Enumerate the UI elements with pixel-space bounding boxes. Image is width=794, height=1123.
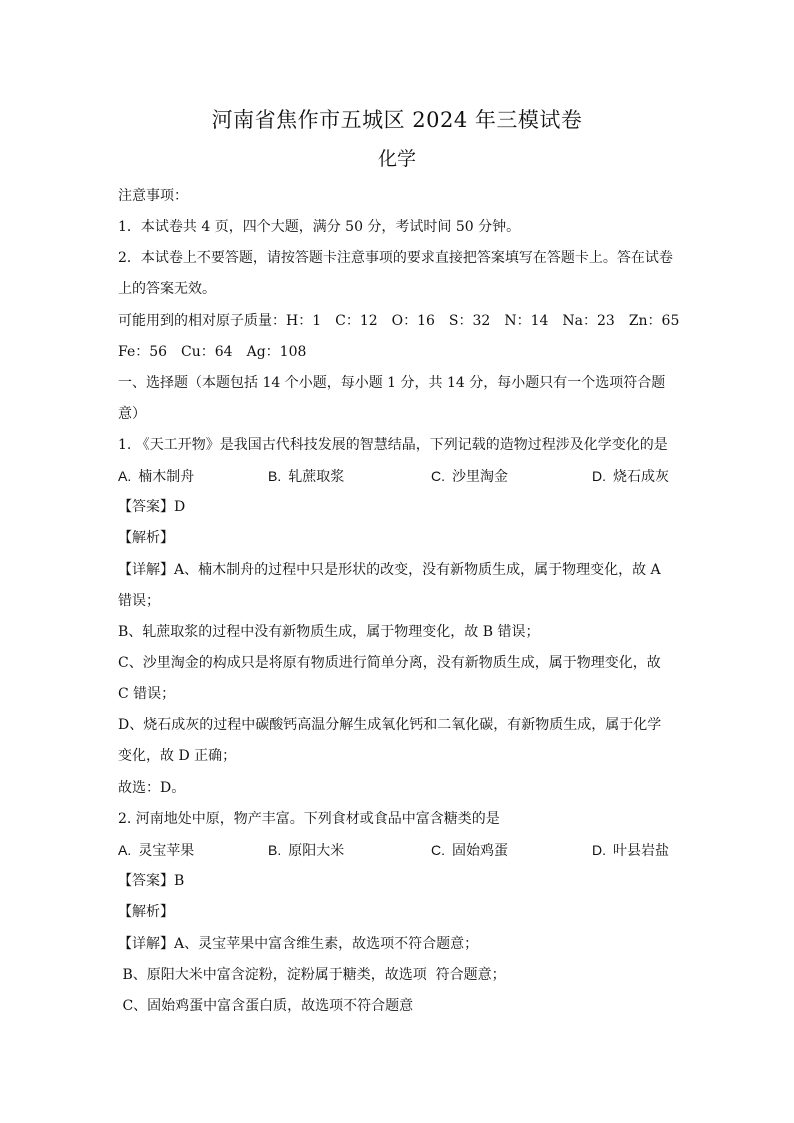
question-1-analysis-label: 【解析】 (118, 530, 174, 546)
question-1-option-d (592, 466, 669, 487)
option-letter: D. (592, 468, 606, 484)
question-2-option-a (118, 840, 194, 861)
question-2-detail-c: C、固始鸡蛋中富含蛋白质，故选项不符合题意 (118, 998, 414, 1014)
option-text: 轧蔗取浆 (288, 469, 345, 485)
question-1-option-b (268, 466, 344, 487)
option-text: 沙里淘金 (452, 469, 508, 485)
atomic-mass-line-1: 可能用到的相对原子质量：H：1 C：12 O：16 S：32 N：14 Na：23 Zn：65 (118, 313, 680, 329)
question-1-detail-c-line-2: C 错误； (118, 686, 176, 702)
question-1-detail-a-line-2: 错误； (118, 593, 160, 609)
question-2-stem: 2. 河南地处中原，物产丰富。下列食材或食品中富含糖类的是 (118, 811, 500, 827)
question-2-options (118, 840, 678, 860)
exam-title: 河南省焦作市五城区 2024 年三模试卷 (211, 108, 583, 132)
option-text: 叶县岩盐 (613, 843, 669, 859)
question-1-stem: 1. 《天工开物》是我国古代科技发展的智慧结晶，下列记载的造物过程涉及化学变化的是 (118, 437, 668, 453)
option-letter: A. (118, 842, 132, 858)
notes-heading: 注意事项： (118, 188, 188, 204)
option-letter: A. (118, 468, 132, 484)
section-heading-line-2: 意） (118, 406, 146, 422)
option-text: 固始鸡蛋 (452, 843, 508, 859)
question-1-detail-d-line-2: 变化，故 D 正确； (118, 748, 237, 764)
question-2-option-d (592, 840, 669, 861)
question-2-analysis-label: 【解析】 (118, 904, 174, 920)
option-letter: D. (592, 842, 606, 858)
option-text: 楠木制舟 (138, 469, 195, 485)
option-letter: C. (431, 842, 445, 858)
option-text: 灵宝苹果 (138, 843, 195, 859)
question-2-detail-a: 【详解】A、灵宝苹果中富含维生素，故选项不符合题意； (118, 936, 479, 952)
question-1-detail-d-line-1: D、烧石成灰的过程中碳酸钙高温分解生成氧化钙和二氧化碳，有新物质生成，属于化学 (118, 717, 662, 733)
question-1-option-a (118, 466, 194, 487)
question-2-option-b (268, 840, 344, 861)
question-1-answer: 【答案】D (118, 499, 186, 515)
section-heading-line-1: 一、选择题（本题包括 14 个小题，每小题 1 分，共 14 分，每小题只有一个选项符合题 (118, 375, 666, 391)
question-1-option-c (431, 466, 508, 487)
option-text: 烧石成灰 (613, 469, 669, 485)
question-2-answer: 【答案】B (118, 873, 185, 889)
option-letter: B. (268, 468, 282, 484)
question-2-detail-b: B、原阳大米中富含淀粉，淀粉属于糖类，故选项 符合题意； (118, 967, 506, 983)
question-1-conclusion: 故选：D。 (118, 780, 186, 796)
question-1-detail-b: B、轧蔗取浆的过程中没有新物质生成，属于物理变化，故 B 错误； (118, 624, 540, 640)
notes-item-2-line-1: 2．本试卷上不要答题，请按答题卡注意事项的要求直接把答案填写在答题卡上。答在试卷 (118, 250, 673, 266)
notes-item-2-line-2: 上的答案无效。 (118, 281, 216, 297)
question-1-detail-c-line-1: C、沙里淘金的构成只是将原有物质进行简单分离，没有新物质生成，属于物理变化，故 (118, 655, 661, 671)
question-1-detail-a-line-1: 【详解】A、楠木制舟的过程中只是形状的改变，没有新物质生成，属于物理变化，故 A (118, 562, 661, 578)
atomic-mass-line-2: Fe：56 Cu：64 Ag：108 (118, 344, 307, 360)
subject-title: 化学 (377, 148, 416, 170)
option-text: 原阳大米 (288, 843, 345, 859)
question-1-options (118, 466, 678, 486)
option-letter: C. (431, 468, 445, 484)
option-letter: B. (268, 842, 282, 858)
question-2-option-c (431, 840, 508, 861)
notes-item-1: 1．本试卷共 4 页，四个大题，满分 50 分，考试时间 50 分钟。 (118, 219, 521, 235)
